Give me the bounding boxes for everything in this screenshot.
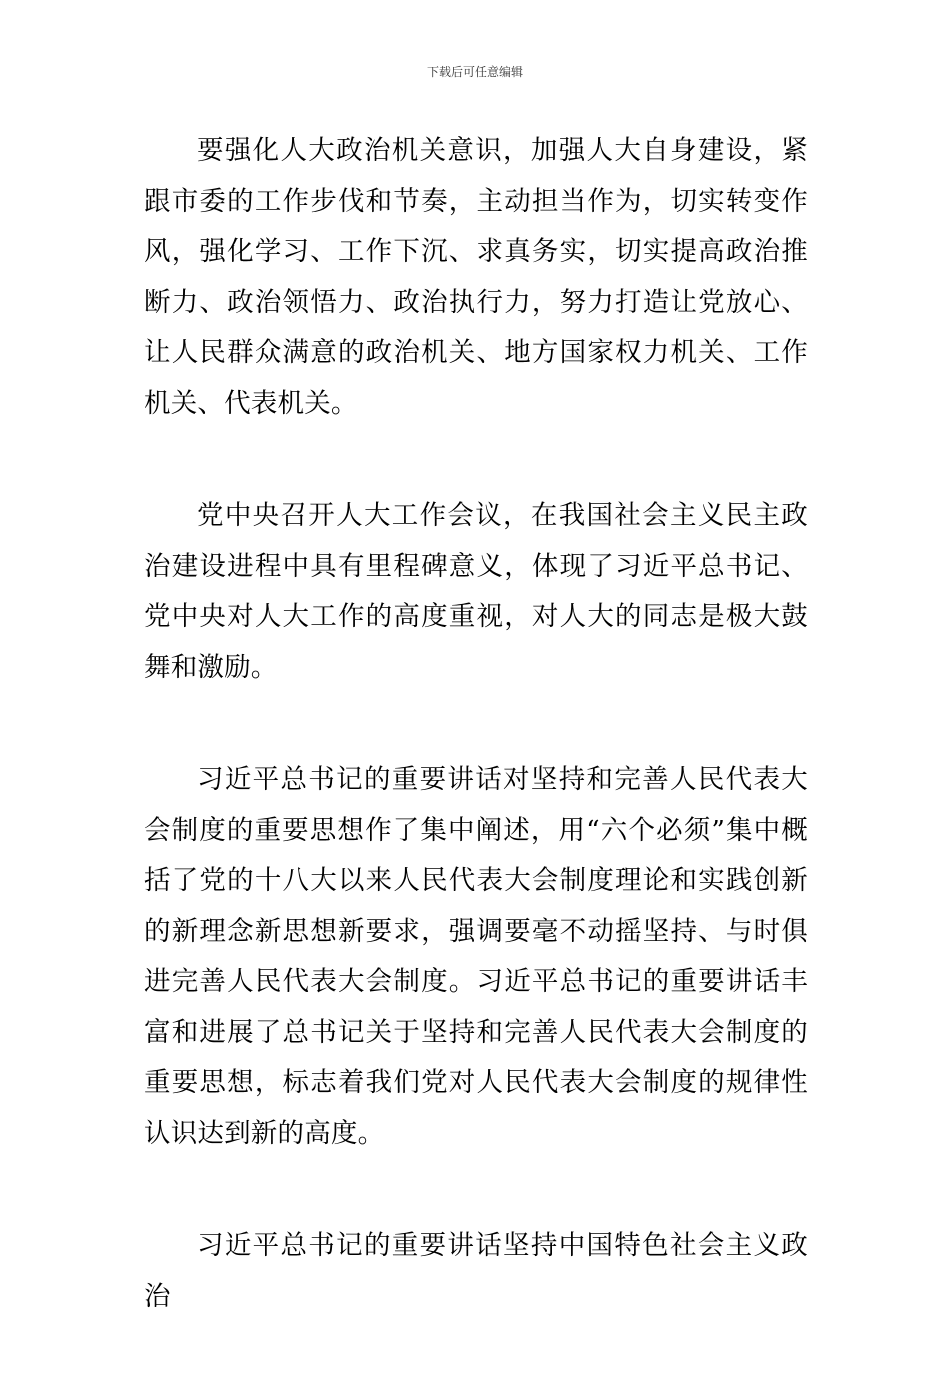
paragraph-3: 习近平总书记的重要讲话对坚持和完善人民代表大会制度的重要思想作了集中阐述，用“六个必须”集中概括了党的十八大以来人民代表大会制度理论和实践创新的新理念新思想新要求，强调要毫不动摇坚持、与时俱进完善人民代表大会制度。习近平总书记的重要讲话丰富和进展了总书记关于坚持和完善人民代表大会制度的重要思想，标志着我们党对人民代表大会制度的规律性认识达到新的高度。 bbox=[144, 764, 808, 1149]
paragraph-4: 习近平总书记的重要讲话坚持中国特色社会主义政治 bbox=[144, 1230, 808, 1312]
paragraph-1: 要强化人大政治机关意识，加强人大自身建设，紧跟市委的工作步伐和节奏，主动担当作为，切实转变作风，强化学习、工作下沉、求真务实，切实提高政治推断力、政治领悟力、政治执行力，努力打造让党放心、让人民群众满意的政治机关、地方国家权力机关、工作机关、代表机关。 bbox=[144, 135, 808, 419]
document-body bbox=[144, 126, 808, 1384]
paragraph-2: 党中央召开人大工作会议，在我国社会主义民主政治建设进程中具有里程碑意义，体现了习近平总书记、党中央对人大工作的高度重视，对人大的同志是极大鼓舞和激励。 bbox=[144, 500, 808, 683]
page-header: 下载后可任意编辑 bbox=[426, 65, 523, 79]
